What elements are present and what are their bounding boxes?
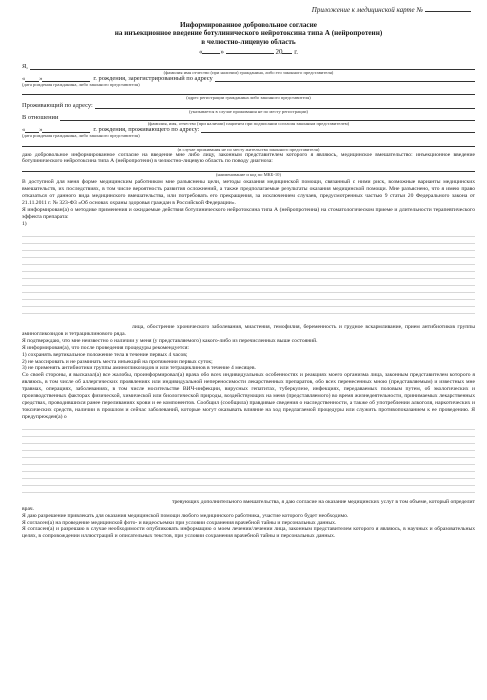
birth-text: г. рождения, зарегистрированный по адресу	[93, 75, 213, 83]
i-label: Я,	[22, 62, 28, 70]
hint-reg-address: (адрес регистрации гражданина либо законного представителя)	[186, 95, 311, 101]
recommendation-2: 2) не массировать и не разминать места инъекций на протяжении первых суток;	[22, 358, 213, 365]
birth-text-2: г. рождения, проживающего по адресу:	[93, 126, 200, 134]
fio-row	[22, 63, 475, 70]
own-info-paragraph: Со своей стороны, я высказал(а) все жалобы, проинформировал(а) врача обо всех индивидуальных особенностях и реакциях моего организма лица, законным представителем которого я являюсь, в том числе об аллергических проявлениях или индивидуальной непереносимости лекарственных препаратов, обо всех перенесенных мною (представляемым) и известных мне травмах, операциях, заболеваниях, в том числе носительстве ВИЧ-инфекции, вирусных гепатитах, туберкулезе, инфекциях, передаваемых половым путем, об экологических и производственных факторах физической, химической или биологической природы, воздействующих на меня (представляемого) во время жизнедеятельности, принимаемых лекарственных средствах, проводившихся ранее переливаниях крови и ее компонентов. Сообщил (сообщила) правдивые сведения о наследственности, а также об употреблении алкоголя, наркотических и токсических средств, наличии в прошлом и сейчас заболеваний, которые могут оказывать влияние на ход предлагаемой процедуры или служить противопоказанием к ее проведению. Я предупрежден(а) о	[22, 372, 475, 420]
title-line-2: на инъекционное введение ботулинического нейротоксина типа А (нейропротеин)	[114, 29, 383, 38]
hint-residing: (указывается в случае проживания не по месту регистрации)	[189, 109, 308, 115]
patient-address-line[interactable]	[22, 139, 475, 147]
relation-row	[22, 114, 475, 121]
hint-relation: (фамилия, имя, отчество (при наличии) пациента при подписании согласия законным представителем)	[147, 121, 350, 127]
photo-consent-paragraph: Я согласен(а) на проведение медицинской фото- и видеосъемки при условии сохранения врачебной тайны и персональных данных.	[22, 519, 337, 526]
consent-paragraph: даю добровольное информированное согласие на введение мне либо лицу, законным представителем которого я являюсь, медицинское вмешательство: инъекционное введение ботулинического нейротоксина типа А (нейропротеин) в челюстно-лицевую область по поводу диагноза:	[22, 151, 475, 165]
patient-address-field[interactable]	[201, 126, 475, 133]
hint-residing-2: (в случае проживания не по месту жительства законного представителя)	[177, 146, 320, 152]
reg-address-line[interactable]	[22, 87, 475, 95]
birth-month-year-field-2[interactable]	[42, 126, 90, 133]
publish-consent-paragraph: Я согласен(а) и разрешаю в случае необходимости опубликовать информацию о моем лечении/лечении лица, законным представителем которого я являюсь, в научных и образовательных целях, в сопровождении иллюстраций и описательных текстов, при условии сохранения врачебной тайны и персональных данных.	[22, 526, 475, 540]
fio-field[interactable]	[30, 63, 475, 70]
date-month-blank[interactable]	[226, 47, 274, 54]
faded-block-1	[22, 228, 475, 324]
hint-fio: (фамилия имя отчество (при наличии) гражданина, либо его законного представителя)	[163, 70, 334, 76]
document-date: « » 20 г.	[198, 48, 299, 57]
item-1: 1)	[22, 220, 27, 227]
medical-card-number-blank[interactable]	[425, 11, 471, 12]
confirm-paragraph: Я подтверждаю, что мне неизвестно о наличии у меня (у представляемого) какого-либо из перечисленных выше состояний.	[22, 337, 318, 344]
birth-row-2: « » г. рождения, проживающего по адресу:	[22, 126, 475, 133]
reg-address-field[interactable]	[215, 75, 475, 82]
birth-row: « » г. рождения, зарегистрированный по адресу	[22, 75, 475, 82]
date-day-blank[interactable]	[202, 47, 220, 54]
faded-block-2	[22, 421, 475, 499]
hint-birthdate: (дата рождения гражданина, либо законного представителя)	[22, 82, 140, 88]
medical-card-note	[22, 6, 475, 15]
medical-card-note-text: Приложение к медицинской карте №	[311, 6, 423, 14]
title-line-1: Информированное добровольное согласие	[180, 20, 317, 29]
birth-day-field-2[interactable]	[25, 126, 39, 133]
permission-paragraph: Я даю разрешение привлекать для оказания медицинской помощи любого медицинского работника, участие которого будет необходимо.	[22, 512, 349, 519]
complications-paragraph: тревующих дополнительного вмешательства, я даю согласие на оказание медицинских услуг в том объеме, который определит врач.	[22, 498, 475, 512]
recommendation-1: 1) сохранять вертикальное положение тела в течение первых 4 часов;	[22, 351, 188, 358]
hint-mkb: (наименование и код по МКБ-10)	[215, 172, 282, 178]
contraindications-paragraph: лица, обострение хронического заболевания, миастения, гемофилия, беременность и грудное вскармливание, прием антибиотиков группы аминогликозидов и тетрациклинового ряда.	[22, 323, 475, 337]
document-title	[22, 21, 475, 47]
date-year-blank[interactable]	[282, 47, 292, 54]
diagnosis-line[interactable]	[22, 165, 475, 172]
residing-row	[22, 102, 475, 109]
residing-field[interactable]	[95, 102, 475, 109]
relation-field[interactable]	[60, 114, 475, 121]
relation-label: В отношении	[22, 114, 59, 122]
hint-birthdate-2: (дата рождения гражданина, либо законного представителя)	[22, 133, 140, 139]
after-procedure-intro: Я информирован(а), что после проведения процедуры рекомендуется:	[22, 344, 189, 351]
birth-day-field[interactable]	[25, 75, 39, 82]
informed-paragraph-2: Я информирован(а) о методике применения и ожидаемые действия ботулинического нейротоксина типа А (нейропротеина) на стоматологическом приеме и длительности терапевтического эффекта препарата:	[22, 207, 475, 221]
birth-month-year-field[interactable]	[42, 75, 90, 82]
recommendation-3: 3) не применять антибиотики группы аминогликозидов и или тетрациклинов в течение 4 месяцев.	[22, 365, 256, 372]
title-line-3: в челюстно-лицевую область	[201, 37, 296, 46]
informed-paragraph-1: В доступной для меня форме медицинским работником мне разъяснены цели, методы оказания медицинской помощи, связанный с ними риск, возможные варианты медицинских вмешательств, их последствиях, в том числе вероятность развития осложнений, а также предполагаемые результаты оказания медицинской помощи. Мне разъяснено, что я имею право отказаться от данного вида медицинского вмешательства, или потребовать его прекращения, за исключением случаев, предусмотренных частью 9 статьи 20 Федерального закона от 21.11.2011 г. № 323-Ф3 «Об основах охраны здоровья граждан в Российской Федерации».	[22, 179, 475, 207]
residing-label: Проживающий по адресу:	[22, 102, 93, 110]
